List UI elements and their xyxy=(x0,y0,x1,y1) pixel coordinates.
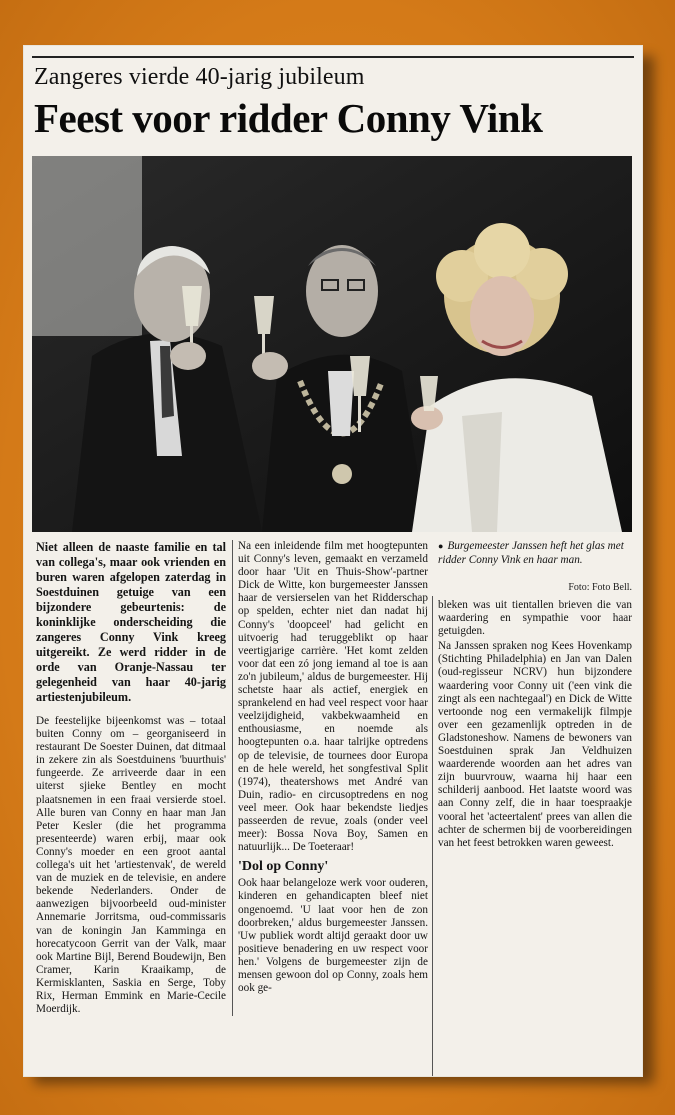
kicker: Zangeres vierde 40-jarig jubileum xyxy=(34,64,365,90)
column-2 xyxy=(238,540,428,997)
body-paragraph: De feestelijke bijeenkomst was – totaal buiten Conny om – georganiseerd in restaurant De Soester Duinen, dat ditmaal in zekere zin als Soestduinens 'buurthuis' fungeerde. Ze arriveerde daar in een uiterst sjieke Bentley en mocht plaatsnemen in een fraai versierde stoel. Alle buren van Conny en haar man Jan Peter Kesler (die het programma presenteerde) waren erbij, maar ook Conny's moeder en een groot aantal collega's uit het 'artiestenvak', de wereld van de muziek en de televisie, en andere bekende Nederlanders. Onder de aanwezigen bijvoorbeeld oud-minister Annemarie Jorritsma, oud-commissaris van de koningin Jan Kamminga en horecatycoon Gerrit van der Valk, maar ook Martine Bijl, Berend Boudewijn, Ben Cramer, Karin Kraaikamp, de Kermisklanten, Saskia en Serge, Toby Rix, Herman Emmink en Marie-Cecile Moerdijk. xyxy=(36,715,226,1016)
caption-text: Burgemeester Janssen heft het glas met ridder Conny Vink en haar man. xyxy=(438,540,624,566)
body-paragraph: Ook haar belangeloze werk voor ouderen, kinderen en gehandicapten bleef niet ongenoemd. 'U laat voor hen de zon doorbreken,' aldus burgemeester Janssen. 'Uw publiek wordt altijd geraakt door uw positieve benadering en uw respect voor hen.' Volgens de burgemeester zijn de mensen gewoon dol op Conny, zoals hem ook ge- xyxy=(238,877,428,995)
body-paragraph: Na Janssen spraken nog Kees Hovenkamp (Stichting Philadelphia) en Jan van Dalen (oud-regisseur NCRV) hun bijzondere waardering voor Conny uit ('een vink die zingt als een nachtegaal') en Dick de Witte vertoonde nog een vermakelijk filmpje over een gezamenlijk optreden in de Gladstoneshow. Namens de bewoners van Soestduinen sprak Jan Veldhuizen waarderende woorden aan het adres van zijn buurvrouw, waarna hij haar een schilderij aanbood. Het laatste woord was aan Conny zelf, die in haar toespraakje vooral het 'acteertalent' prees van allen die achter de schermen bij de voorbereidingen van het feest betrokken waren geweest. xyxy=(438,640,632,849)
body-paragraph: Na een inleidende film met hoogtepunten uit Conny's leven, gemaakt en verzameld door haar 'Uit en Thuis-Show'-partner Dick de Witte, kon burgemeester Janssen haar de versierselen van het Ridderschap op spelden, echter niet dan nadat hij Conny's 'doopceel' had gelicht en uitvoerig had teruggeblikt op haar veertigjarige carrière. 'Het komt zelden voor dat een zó jong iemand al toe is aan zo'n jubileum,' aldus de burgemeester. Hij schetste haar als actief, energiek en sprankelend en had veel respect voor haar veelzijdigheid, vakbekwaamheid en enthousiasme, en noemde als hoogtepunten o.a. haar talrijke optredens op de televisie, de tournees door Europa en de hele wereld, het songfestival Split (1974), theatershows met André van Duin, radio- en circusoptredens en nog veel meer. Ook haar bekendste liedjes passeerden de revue, zoals (onder veel meer): Bossa Nova Boy, Samen en natuurlijk... De Toeteraar! xyxy=(238,540,428,854)
column-3 xyxy=(438,599,632,852)
column-divider xyxy=(232,540,233,1016)
photo-credit: Foto: Foto Bell. xyxy=(568,582,632,593)
top-rule xyxy=(32,56,634,58)
subheading: 'Dol op Conny' xyxy=(238,859,329,875)
lead-paragraph: Niet alleen de naaste familie en tal van collega's, maar ook vrienden en buren waren afgelopen zaterdag in Soestduinen getuige van een bijzondere gebeurtenis: de koninklijke onderscheiding die zangeres Conny Vink kreeg uitgereikt. Ze werd ridder in de orde van Oranje-Nassau ter gelegenheid van haar 40-jarig artiestenjubileum. xyxy=(36,540,226,704)
column-1 xyxy=(36,540,226,1018)
newspaper-clipping xyxy=(24,46,642,1076)
photo-caption xyxy=(438,540,632,567)
photo xyxy=(32,156,632,532)
bullet-icon: ● xyxy=(438,541,444,551)
column-divider xyxy=(432,596,433,1076)
body-paragraph: bleken was uit tientallen brieven die van waardering en sympathie voor haar getuigden. xyxy=(438,599,632,638)
photo-illustration xyxy=(32,156,632,532)
headline: Feest voor ridder Conny Vink xyxy=(34,95,543,141)
